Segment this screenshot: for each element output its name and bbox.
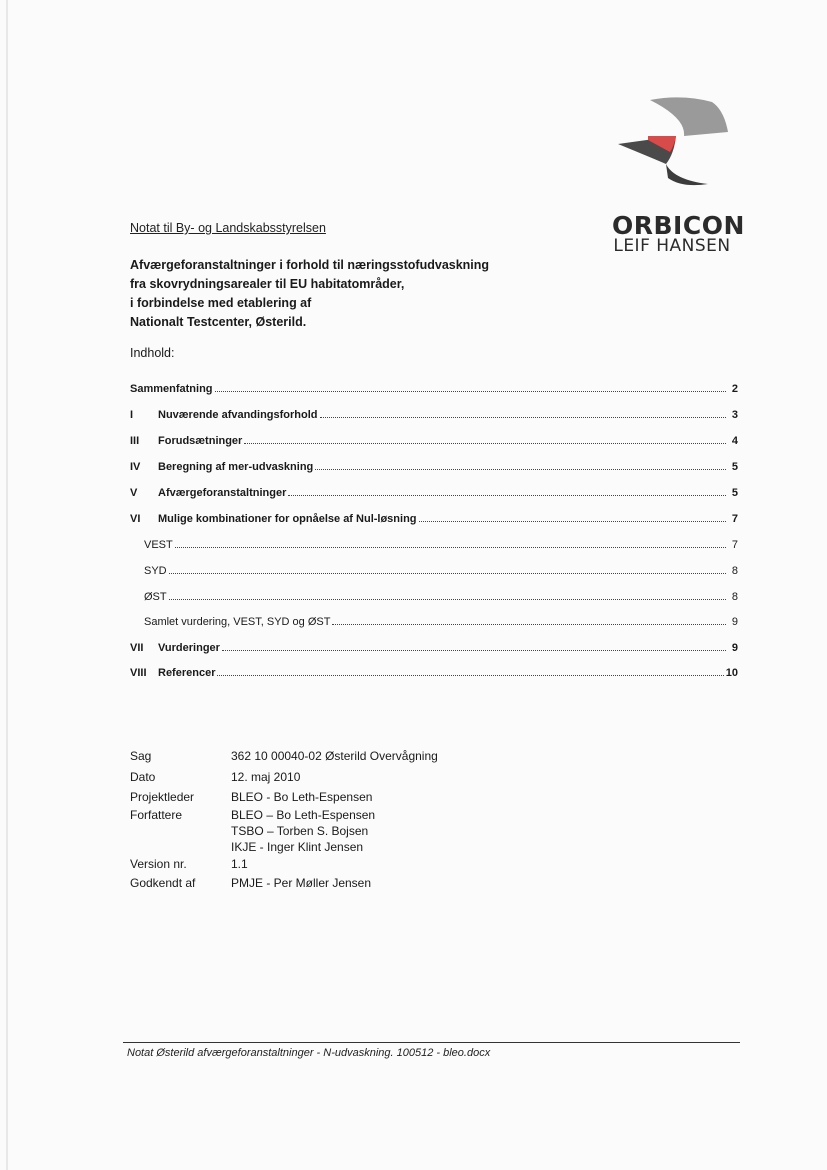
toc-row-V[interactable] (130, 487, 738, 503)
toc-leader (175, 546, 726, 548)
toc-number: III (130, 435, 140, 447)
toc-label: Afværgeforanstaltninger (158, 487, 287, 499)
toc-row-syd[interactable] (144, 565, 738, 581)
contents-heading: Indhold: (130, 346, 175, 360)
title-line: fra skovrydningsarealer til EU habitatområder, (130, 277, 405, 291)
toc-row-I[interactable] (130, 409, 738, 425)
orbicon-logo-icon (612, 92, 732, 192)
meta-label: Forfattere (130, 808, 183, 822)
meta-value: 1.1 (231, 857, 248, 871)
toc-page: 10 (725, 667, 738, 679)
meta-label: Version nr. (130, 857, 187, 871)
toc-page: 5 (731, 487, 738, 499)
toc-label: Forudsætninger (158, 435, 243, 447)
meta-value: BLEO - Bo Leth-Espensen (231, 790, 373, 804)
footer-rule (123, 1042, 740, 1043)
toc-page: 5 (731, 461, 738, 473)
document-title (130, 256, 489, 332)
recipient-line: Notat til By- og Landskabsstyrelsen (130, 221, 326, 235)
toc-label: Sammenfatning (130, 383, 213, 395)
toc-number: VI (130, 513, 141, 525)
toc-row-IV[interactable] (130, 461, 738, 477)
meta-value: 12. maj 2010 (231, 770, 301, 784)
toc-page: 4 (731, 435, 738, 447)
title-line: i forbindelse med etablering af (130, 296, 312, 310)
toc-page: 2 (731, 383, 738, 395)
toc-number: VII (130, 642, 144, 654)
toc-leader (169, 572, 726, 574)
toc-label: SYD (144, 565, 167, 577)
meta-value: 362 10 00040-02 Østerild Overvågning (231, 749, 438, 763)
toc-leader (419, 520, 726, 522)
toc-row-VII[interactable] (130, 642, 738, 658)
toc-leader (169, 598, 726, 600)
logo-subtitle: LEIF HANSEN (613, 236, 731, 256)
toc-page: 7 (731, 539, 738, 551)
meta-value: BLEO – Bo Leth-Espensen (231, 808, 376, 822)
toc-leader (315, 468, 726, 470)
meta-label: Godkendt af (130, 876, 196, 890)
toc-row-ost[interactable] (144, 591, 738, 607)
toc-page: 8 (731, 565, 738, 577)
toc-row-VIII[interactable] (130, 667, 738, 683)
toc-label: Vurderinger (158, 642, 220, 654)
meta-label: Projektleder (130, 790, 195, 804)
title-line: Afværgeforanstaltninger i forhold til næringsstofudvaskning (130, 258, 490, 272)
toc-leader (320, 416, 726, 418)
toc-label: Beregning af mer-udvaskning (158, 461, 314, 473)
toc-page: 8 (731, 591, 738, 603)
meta-value: IKJE - Inger Klint Jensen (231, 840, 364, 854)
toc-label: ØST (144, 591, 167, 603)
toc-leader (215, 390, 726, 392)
toc-leader (288, 494, 726, 496)
toc-row-samlet-vurdering[interactable] (144, 616, 738, 632)
footer-text: Notat Østerild afværgeforanstaltninger - N-udvaskning. 100512 - bleo.docx (127, 1047, 491, 1059)
toc-leader (332, 623, 726, 625)
logo-name: ORBICON (612, 211, 745, 240)
meta-label: Sag (130, 749, 152, 763)
toc-page: 7 (731, 513, 738, 525)
meta-label: Dato (130, 770, 156, 784)
title-line: Nationalt Testcenter, Østerild. (130, 315, 307, 329)
toc-label: VEST (144, 539, 173, 551)
toc-label: Samlet vurdering, VEST, SYD og ØST (144, 616, 331, 628)
toc-number: V (130, 487, 138, 499)
toc-row-vest[interactable] (144, 539, 738, 555)
toc-label: Nuværende afvandingsforhold (158, 409, 318, 421)
toc-number: IV (130, 461, 141, 473)
toc-leader (222, 649, 726, 651)
meta-value: PMJE - Per Møller Jensen (231, 876, 372, 890)
toc-page: 3 (731, 409, 738, 421)
scan-edge (6, 0, 8, 1170)
meta-value: TSBO – Torben S. Bojsen (231, 824, 369, 838)
toc-label: Referencer (158, 667, 216, 679)
toc-page: 9 (731, 616, 738, 628)
toc-page: 9 (731, 642, 738, 654)
toc-row-sammenfatning[interactable] (130, 383, 738, 399)
toc-leader (244, 442, 726, 444)
toc-row-III[interactable] (130, 435, 738, 451)
toc-number: VIII (130, 667, 147, 679)
toc-leader (217, 674, 723, 676)
toc-label: Mulige kombinationer for opnåelse af Nul-løsning (158, 513, 417, 525)
toc-row-VI[interactable] (130, 513, 738, 529)
toc-number: I (130, 409, 134, 421)
